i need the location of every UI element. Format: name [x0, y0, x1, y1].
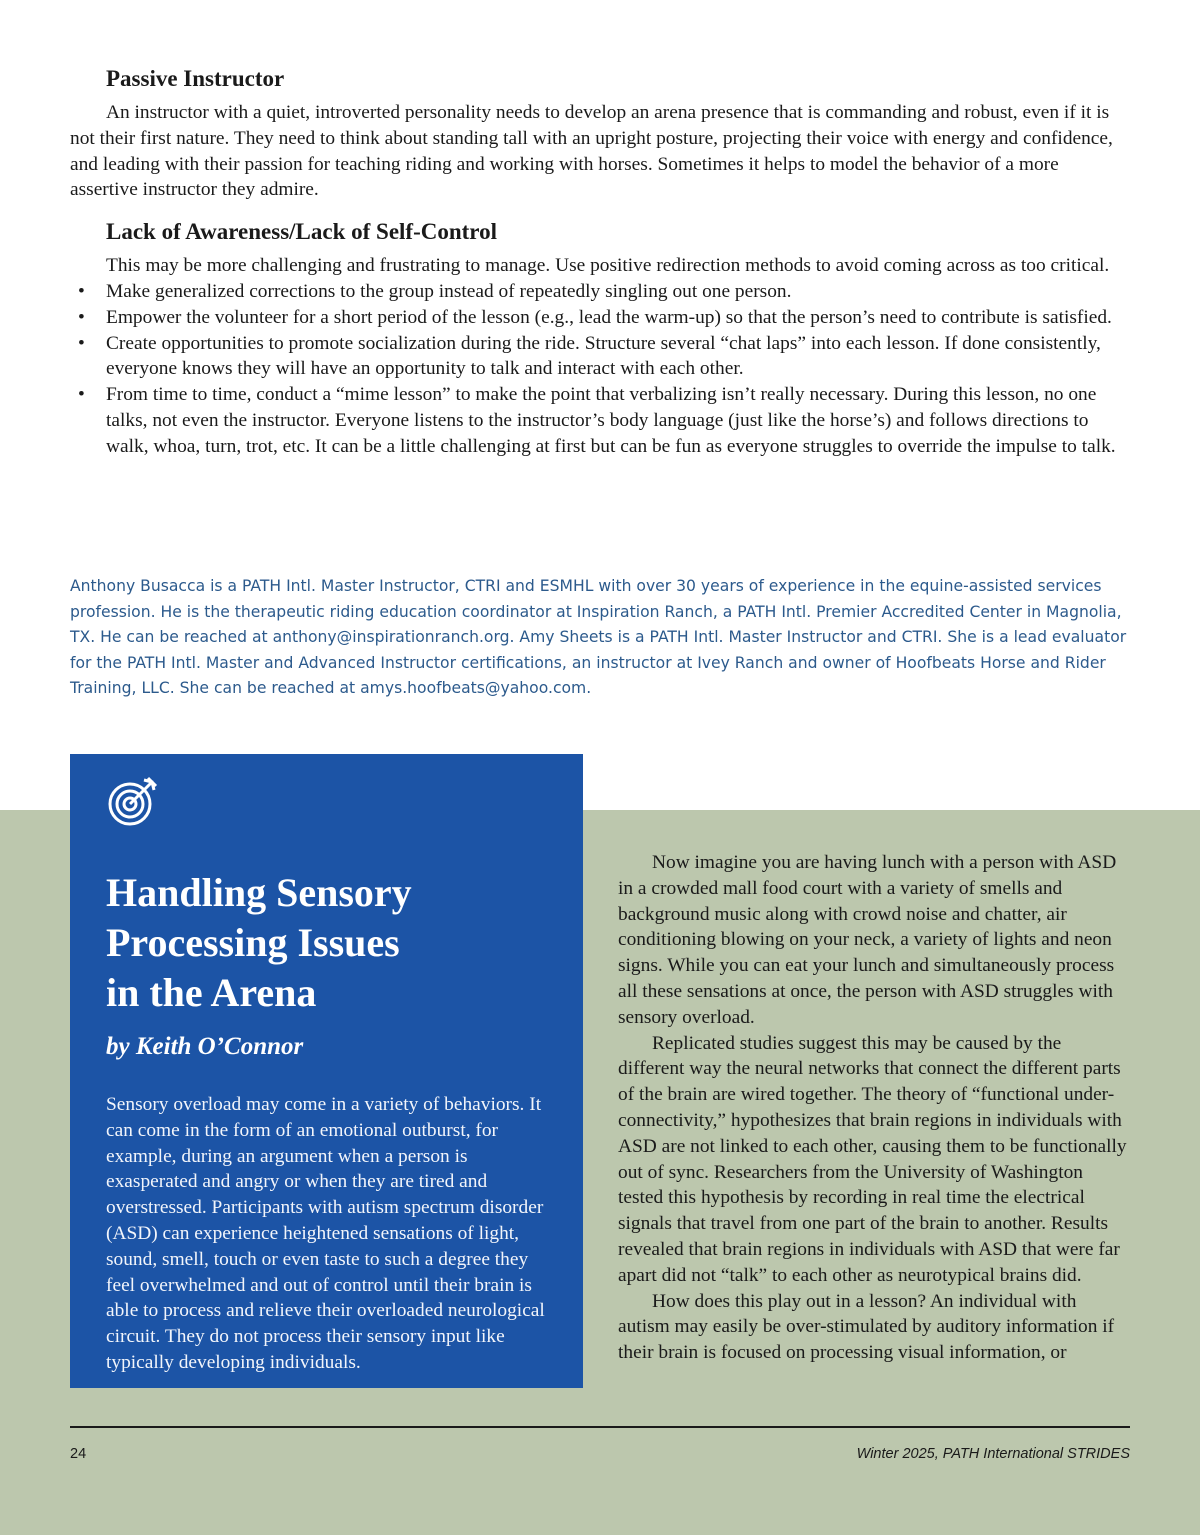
sidebar-title-line: Handling Sensory [106, 870, 412, 915]
right-column-paragraph: Replicated studies suggest this may be caused by the different way the neural networks that connect the different parts of the brain are wired together. The theory of “functional under-connectivity,” hypothesizes that brain regions in individuals with ASD are not linked to each other, causing them to be functionally out of sync. Researchers from the University of Washington tested this hypothesis by recording in real time the electrical signals that travel from one part of the brain to another. Results revealed that brain regions in individuals with ASD that were far apart did not “talk” to each other as neurotypical brains did. [618, 1032, 1127, 1286]
target-icon [106, 774, 160, 828]
sidebar-byline: by Keith O’Connor [106, 1033, 304, 1060]
sidebar-title [106, 868, 547, 1018]
page-number: 24 [70, 1446, 87, 1462]
publication-name: Winter 2025, PATH International STRIDES [856, 1446, 1130, 1462]
bullet-item: • Create opportunities to promote socialization during the ride. Structure several “chat laps” into each lesson. If done consistently, everyone knows they will have an opportunity to talk and interact with each other. [70, 331, 1130, 383]
bullet-item: • Empower the volunteer for a short period of the lesson (e.g., lead the warm-up) so that the person’s need to contribute is satisfied. [70, 305, 1130, 331]
article-upper-section [70, 64, 1130, 460]
paragraph-lack-of-awareness: This may be more challenging and frustrating to manage. Use positive redirection methods to avoid coming across as too critical. [106, 255, 1110, 277]
sidebar-intro-text: Sensory overload may come in a variety of behaviors. It can come in the form of an emotional outburst, for example, during an argument when a person is exasperated and angry or when they are tired and overstressed. Participants with autism spectrum disorder (ASD) can experience heightened sensations of light, sound, smell, touch or even taste to such a degree they feel overwhelmed and out of control until their brain is able to process and relieve their overloaded neurological circuit. They do not process their sensory input like typically developing individuals. [106, 1094, 545, 1373]
sidebar-feature-box [70, 754, 583, 1388]
sidebar-title-line: in the Arena [106, 970, 317, 1015]
heading-lack-of-awareness: Lack of Awareness/Lack of Self-Control [106, 219, 497, 245]
bullet-list [70, 279, 1130, 460]
paragraph-passive-instructor: An instructor with a quiet, introverted personality needs to develop an arena presence that is commanding and robust, even if it is not their first nature. They need to think about standing tall with an upright posture, projecting their voice with energy and confidence, and leading with their passion for teaching riding and working with horses. Sometimes it helps to model the behavior of a more assertive instructor they admire. [70, 102, 1113, 201]
footer-divider [70, 1426, 1130, 1428]
author-bio: Anthony Busacca is a PATH Intl. Master Instructor, CTRI and ESMHL with over 30 years of experience in the equine-assisted services profession. He is the therapeutic riding education coordinator at Inspiration Ranch, a PATH Intl. Premier Accredited Center in Magnolia, TX. He can be reached at anthony@inspirationranch.org. Amy Sheets is a PATH Intl. Master Instructor and CTRI. She is a lead evaluator for the PATH Intl. Master and Advanced Instructor certifications, an instructor at Ivey Ranch and owner of Hoofbeats Horse and Rider Training, LLC. She can be reached at amys.hoofbeats@yahoo.com. [70, 577, 1127, 698]
right-column-paragraph: Now imagine you are having lunch with a person with ASD in a crowded mall food court with a variety of smells and background music along with crowd noise and chatter, air conditioning blowing on your neck, a variety of lights and neon signs. While you can eat your lunch and simultaneously process all these sensations at once, the person with ASD struggles with sensory overload. [618, 852, 1117, 1028]
right-column-paragraph: How does this play out in a lesson? An individual with autism may easily be over-stimulated by auditory information if their brain is focused on processing visual information, or [618, 1290, 1115, 1364]
heading-passive-instructor: Passive Instructor [106, 66, 285, 91]
right-column-text [618, 850, 1130, 1366]
sidebar-title-line: Processing Issues [106, 920, 400, 965]
bullet-item: • From time to time, conduct a “mime lesson” to make the point that verbalizing isn’t really necessary. During this lesson, no one talks, not even the instructor. Everyone listens to the instructor’s body language (just like the horse’s) and follows directions to walk, whoa, turn, trot, etc. It can be a little challenging at first but can be fun as everyone struggles to override the impulse to talk. [70, 382, 1130, 459]
bullet-item: • Make generalized corrections to the group instead of repeatedly singling out one person. [70, 279, 1130, 305]
